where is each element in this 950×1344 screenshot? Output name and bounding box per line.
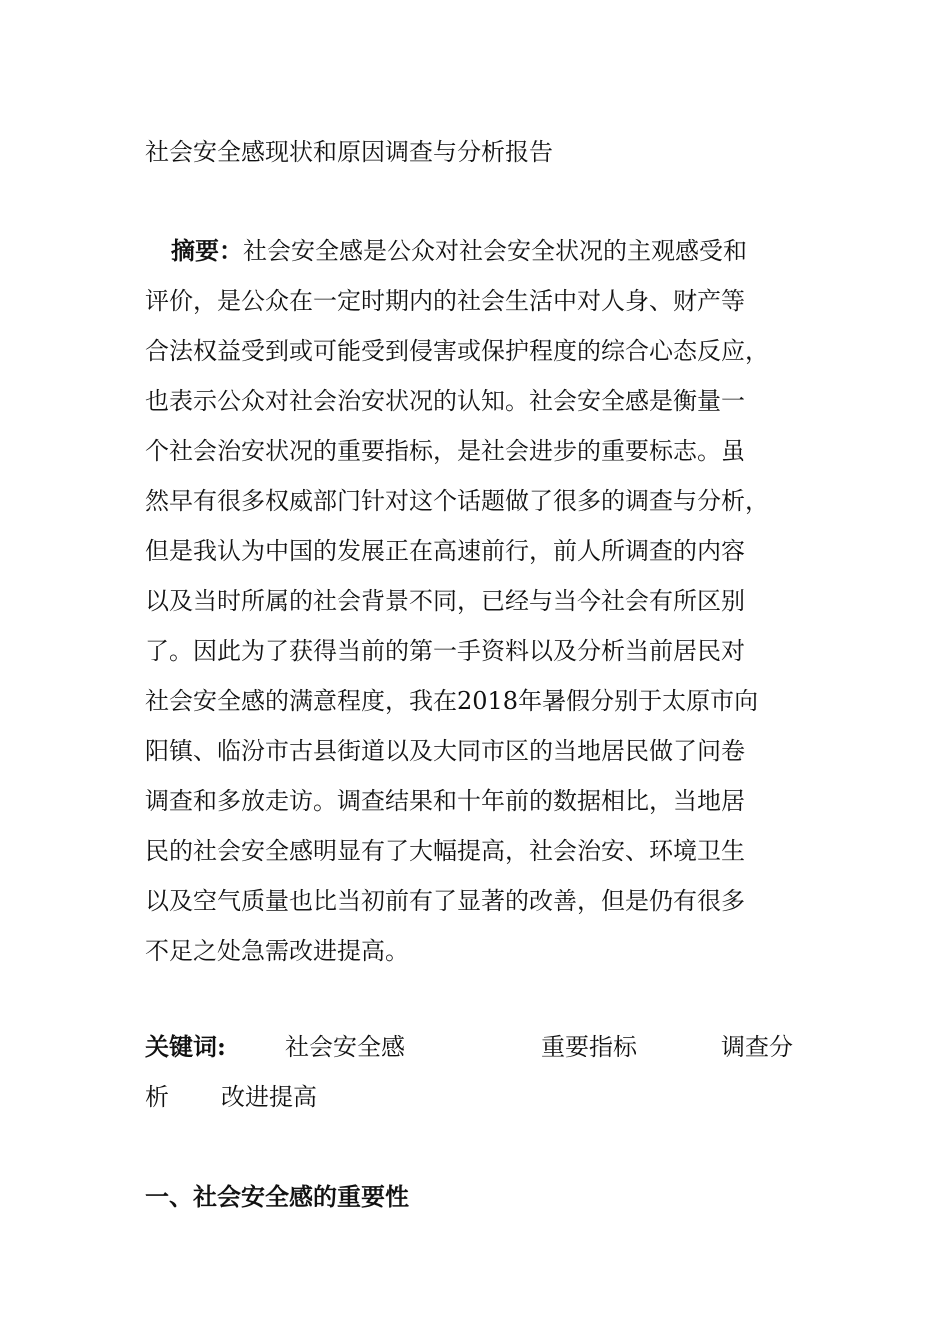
abstract-line: 不足之处急需改进提高。 [145,937,409,965]
section-heading: 一、社会安全感的重要性 [145,1182,409,1211]
abstract-line: 社会安全感的满意程度，我在2018年暑假分别于太原市向 [145,687,759,715]
keyword-item: 重要指标 [541,1033,637,1061]
abstract-line: 阳镇、临汾市古县街道以及大同市区的当地居民做了问卷 [145,737,745,765]
keywords-line [145,1078,805,1128]
keywords-block [145,1028,805,1128]
abstract-line: 然早有很多权威部门针对这个话题做了很多的调查与分析， [145,487,769,515]
keyword-item: 改进提高 [221,1083,317,1111]
keyword-item: 调查分 [721,1033,793,1061]
abstract-line: 调查和多放走访。调查结果和十年前的数据相比，当地居 [145,787,745,815]
abstract-text: 社会安全感是公众对社会安全状况的主观感受和 [243,237,747,265]
abstract-line: 个社会治安状况的重要指标，是社会进步的重要标志。虽 [145,437,745,465]
abstract-block [145,232,805,982]
abstract-line: 以及当时所属的社会背景不同，已经与当今社会有所区别 [145,587,745,615]
abstract-line: 评价，是公众在一定时期内的社会生活中对人身、财产等 [145,287,745,315]
abstract-line: 也表示公众对社会治安状况的认知。社会安全感是衡量一 [145,387,745,415]
abstract-line: 以及空气质量也比当初前有了显著的改善，但是仍有很多 [145,887,745,915]
keyword-item: 社会安全感 [285,1033,405,1061]
keyword-item: 析 [145,1083,169,1111]
abstract-line [145,232,805,282]
keywords-label: 关键词: [145,1032,226,1061]
abstract-label: 摘要： [171,236,243,265]
abstract-line: 但是我认为中国的发展正在高速前行，前人所调查的内容 [145,537,745,565]
keywords-line [145,1028,805,1078]
abstract-line: 合法权益受到或可能受到侵害或保护程度的综合心态反应， [145,337,769,365]
abstract-line: 了。因此为了获得当前的第一手资料以及分析当前居民对 [145,637,745,665]
document-title: 社会安全感现状和原因调查与分析报告 [145,138,553,166]
abstract-line: 民的社会安全感明显有了大幅提高，社会治安、环境卫生 [145,837,745,865]
